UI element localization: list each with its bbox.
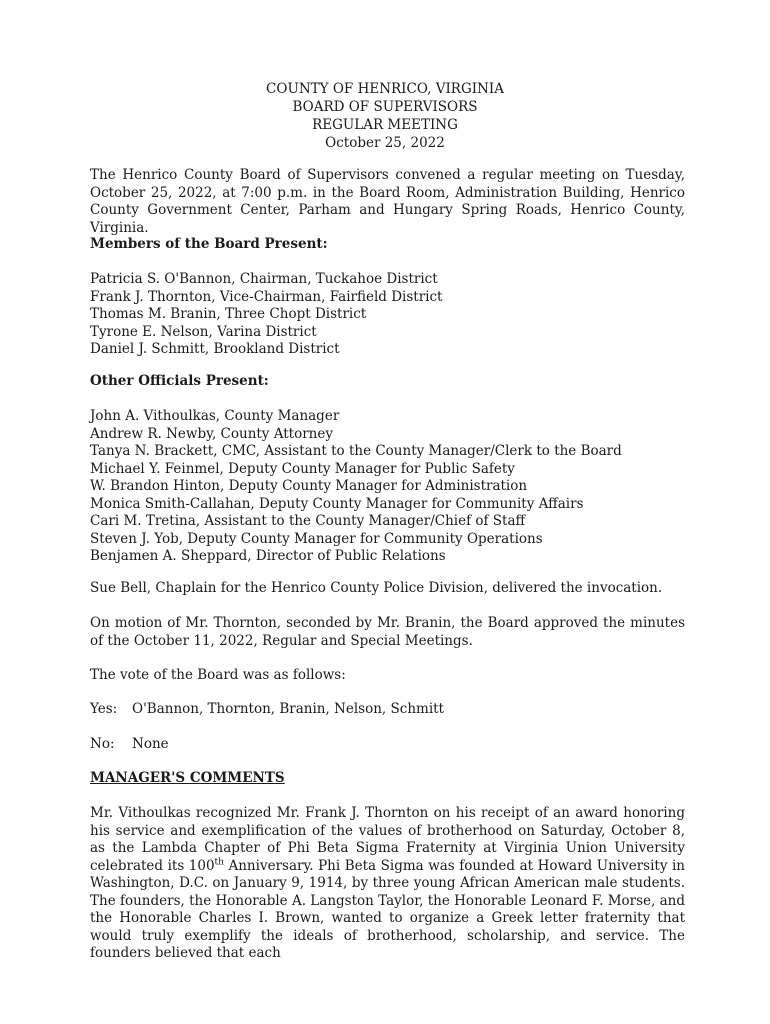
comments-text-part2: Anniversary. Phi Beta Sigma was founded at Howard University in Washington, D.C. on January 9, 1914, by three young African American male students. The founders, the Honorable A. Langston Taylor, the Honorable Leonard F. Morse, and the Honorable Charles I. Brown, wanted to organize a Greek letter fraternity that would truly exemplify the ideals of brotherhood, scholarship, and service. The founders believed that each [90, 857, 685, 961]
list-item: Tanya N. Brackett, CMC, Assistant to the County Manager/Clerk to the Board [90, 443, 622, 459]
list-item: Steven J. Yob, Deputy County Manager for Community Operations [90, 530, 543, 547]
list-item: John A. Vithoulkas, County Manager [90, 408, 340, 424]
comments-text-part1: Mr. Vithoulkas recognized Mr. Frank J. Thornton on his receipt of an award honoring his service and exemplification of the values of brotherhood on Saturday, October 8, as the Lambda Chapter of Phi Beta Sigma Fraternity at Virginia Union University celebrated its 100 [90, 805, 685, 874]
list-item: Monica Smith-Callahan, Deputy County Manager for Community Affairs [90, 495, 584, 512]
vote-intro: The vote of the Board was as follows: [90, 667, 346, 683]
members-heading: Members of the Board Present: [90, 236, 328, 252]
header-board: BOARD OF SUPERVISORS [292, 99, 478, 115]
list-item: Thomas M. Branin, Three Chopt District [90, 306, 367, 322]
vote-no-names: None [132, 736, 169, 752]
officials-list [90, 408, 685, 566]
header-county: COUNTY OF HENRICO, VIRGINIA [266, 81, 504, 97]
list-item: Benjamen A. Sheppard, Director of Public Relations [90, 548, 446, 564]
list-item: Frank J. Thornton, Vice-Chairman, Fairfield District [90, 288, 443, 305]
vote-yes-row [90, 701, 685, 719]
vote-no-row [90, 736, 685, 754]
document-header [0, 80, 770, 152]
list-item: Tyrone E. Nelson, Varina District [90, 323, 317, 340]
members-list [90, 271, 685, 359]
vote-yes-label: Yes: [90, 701, 118, 717]
list-item: Patricia S. O'Bannon, Chairman, Tuckahoe District [90, 271, 438, 287]
list-item: Cari M. Tretina, Assistant to the County Manager/Chief of Staff [90, 513, 526, 529]
invocation-paragraph: Sue Bell, Chaplain for the Henrico County Police Division, delivered the invocation. [90, 580, 663, 596]
header-date: October 25, 2022 [325, 135, 445, 151]
list-item: W. Brandon Hinton, Deputy County Manager for Administration [90, 478, 528, 494]
ordinal-suffix: th [214, 857, 224, 867]
list-item: Andrew R. Newby, County Attorney [90, 425, 333, 442]
managers-comments-paragraph [90, 805, 685, 963]
intro-paragraph: The Henrico County Board of Supervisors convened a regular meeting on Tuesday, October 25, 2022, at 7:00 p.m. in the Board Room, Administration Building, Henrico County Government Center, Parham and Hungary Spring Roads, Henrico County, Virginia. [90, 167, 685, 236]
list-item: Michael Y. Feinmel, Deputy County Manager for Public Safety [90, 460, 515, 477]
officials-heading: Other Officials Present: [90, 373, 269, 389]
list-item: Daniel J. Schmitt, Brookland District [90, 341, 340, 357]
motion-paragraph: On motion of Mr. Thornton, seconded by Mr. Branin, the Board approved the minutes of the October 11, 2022, Regular and Special Meetings. [90, 615, 685, 649]
vote-no-label: No: [90, 736, 115, 752]
header-meeting-type: REGULAR MEETING [312, 117, 458, 133]
vote-yes-names: O'Bannon, Thornton, Branin, Nelson, Schmitt [132, 701, 444, 717]
section-heading-managers-comments: MANAGER'S COMMENTS [90, 770, 285, 786]
